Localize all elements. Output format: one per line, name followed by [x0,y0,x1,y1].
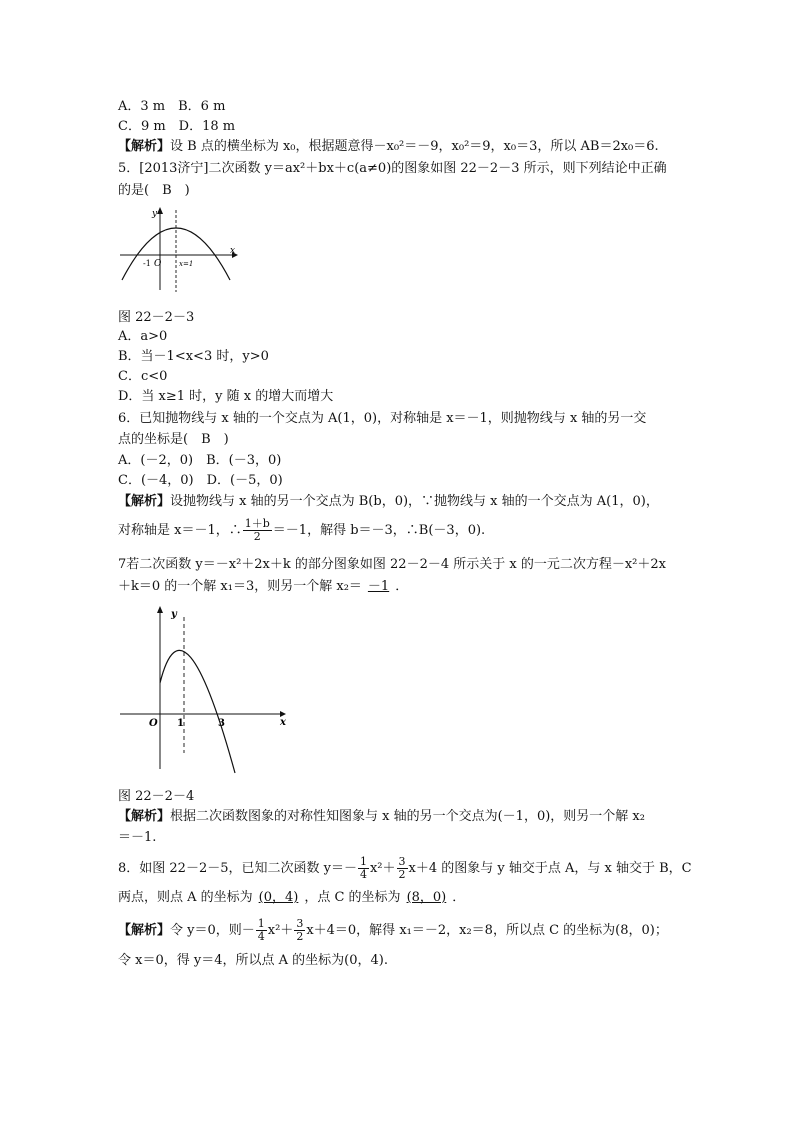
y-axis-arrow [157,207,163,214]
y-label: y [171,609,177,620]
tick-1-label: 1 [177,718,184,729]
q5-stem-line2: 的是( B ) [118,183,190,198]
analysis-label: 【解析】 [118,809,171,824]
q4-analysis [118,138,659,156]
symmetry-label: x=1 [179,260,194,268]
q6-stem-line1: 6．已知抛物线与 x 轴的一个交点为 A(1，0)，对称轴是 x＝－1，则抛物线与 x 轴的另一交 [118,411,647,426]
q8-analysis-line1: 【解析】令 y＝0，则－ $\frac{1}{4}$ x²＋ $\frac{3}{2}$ x＋4＝0，解得 x₁＝－2，x₂＝8，所以点 C 的坐标为(8，0)； [118,917,668,943]
q7-stem-line1: 7若二次函数 y＝－x²＋2x＋k 的部分图象如图 22－2－4 所示关于 x 的一元二次方程－x²＋2x [118,557,666,572]
y-label: y [152,209,158,219]
q6-options-cd: C．(－4，0) D．(－5，0) [118,473,283,488]
analysis-label: 【解析】 [118,139,171,154]
q7-answer-blank: －1 [367,579,390,594]
q6-analysis-line2: 对称轴是 x＝－1，∴ $\frac{1+b}{2}$ ＝－1，解得 b＝－3，∴B(－3，0). [118,517,486,543]
q8-stem-line2: 两点，则点 A 的坐标为 (0，4) ，点 C 的坐标为 (8，0) ． [118,890,466,905]
q6-analysis-line1: 【解析】设抛物线与 x 轴的另一个交点为 B(b，0)，∵抛物线与 x 轴的一个交点为 A(1，0)， [118,494,659,509]
fraction: $\frac{1}{4}$ [359,855,367,881]
q5-option-b: B．当－1<x<3 时，y>0 [118,349,269,364]
q7-analysis-line1: 【解析】根据二次函数图象的对称性知图象与 x 轴的另一个交点为(－1，0)，则另一个解 x₂ [118,809,645,824]
q5-option-c: C．c<0 [118,369,168,384]
fig-caption-22-2-3: 图 22－2－3 [118,310,195,325]
q5-stem-line1: 5．[2013济宁]二次函数 y＝ax²＋bx＋c(a≠0)的图象如图 22－2－3 所示，则下列结论中正确 [118,161,667,176]
q6-options-ab: A．(－2，0) B．(－3，0) [118,453,282,468]
q8-analysis-line2: 令 x＝0，得 y＝4，所以点 A 的坐标为(0，4). [118,953,388,968]
q5-option-a: A．a>0 [118,329,168,344]
q4-options-cd: C．9 m D．18 m [118,119,236,134]
x-label: x [230,246,236,256]
x-label: x [280,717,286,728]
fraction: $\frac{3}{2}$ [296,917,304,943]
q7-stem-line2: ＋k＝0 的一个解 x₁＝3，则另一个解 x₂＝ －1 ． [118,579,409,594]
origin-label: O [154,259,162,269]
q7-analysis-line2: ＝－1. [118,830,157,845]
analysis-label: 【解析】 [118,923,171,938]
figure-22-2-4 [118,603,293,775]
fraction: $\frac{1+b}{2}$ [244,517,270,543]
figure-22-2-3 [118,202,243,294]
y-axis-arrow [157,606,163,613]
fraction: $\frac{1}{4}$ [257,917,265,943]
parabola [160,650,235,773]
q4-analysis-text: 设 B 点的横坐标为 x₀，根据题意得－x₀²＝－9，x₀²＝9，x₀＝3，所以 AB＝2x₀＝6. [170,139,659,154]
q5-option-d: D．当 x≥1 时，y 随 x 的增大而增大 [118,389,334,404]
q8-stem-line1: 8．如图 22－2－5，已知二次函数 y＝－ $\frac{1}{4}$ x²＋ $\frac{3}{2}$ x＋4 的图象与 y 轴交于点 A，与 x 轴交于 B，C [118,855,692,881]
fig-caption-22-2-4: 图 22－2－4 [118,789,195,804]
tick-3-label: 3 [218,718,225,729]
origin-label: O [149,718,158,729]
fraction: $\frac{3}{2}$ [398,855,406,881]
q8-answer-c: (8，0) [406,890,447,905]
q8-answer-a: (0，4) [258,890,299,905]
neg1-label: -1 [143,259,151,268]
q6-stem-line2: 点的坐标是( B ) [118,432,229,447]
q4-options-ab: A．3 m B．6 m [118,99,226,114]
analysis-label: 【解析】 [118,494,171,509]
